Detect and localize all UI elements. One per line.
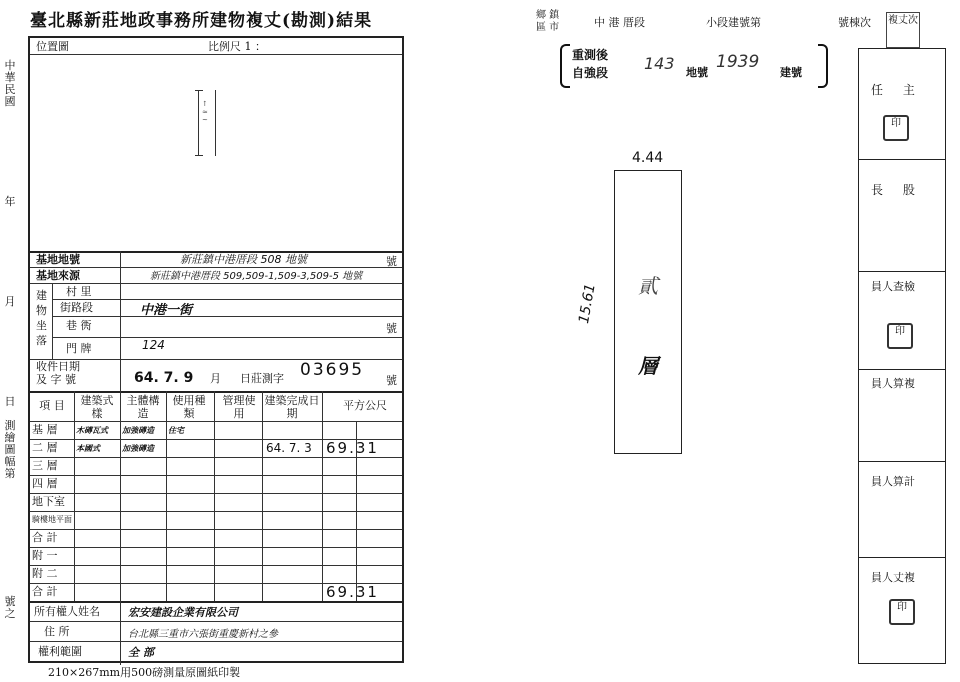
receipt-label-1: 收件日期	[36, 360, 80, 373]
table-cell-style: 木磚瓦式	[76, 425, 108, 435]
section-label: 中 港 厝段	[594, 16, 645, 29]
table-cell-area: 69.31	[326, 585, 379, 599]
label-resurvey: 員人丈複	[871, 571, 915, 584]
form-footer: 210×267mm用500磅測量原圖紙印製	[48, 666, 241, 679]
table-cell-item: 騎樓地平面	[32, 515, 72, 524]
table-cell-item: 地下室	[32, 495, 65, 508]
label-inspector: 員人查檢	[871, 280, 915, 293]
left-margin-sheet: 測 繪 圖 幅 第	[4, 419, 16, 480]
receipt-day-text: 日莊測字	[240, 372, 284, 385]
table-cell-style: 本國式	[76, 443, 100, 453]
remeasure-land-no: 143	[644, 54, 675, 73]
table-cell-item: 四 層	[32, 477, 58, 490]
table-cell-struct: 加強磚造	[122, 425, 154, 435]
street-value: 中港一街	[140, 303, 193, 318]
receipt-label-2: 及 字 號	[36, 373, 76, 386]
left-margin-number: 號 之	[4, 595, 16, 620]
left-margin-month: 月	[4, 295, 16, 308]
table-cell-date: 64. 7. 3	[266, 441, 312, 455]
street-label: 街路段	[60, 301, 93, 314]
address-label: 住 所	[44, 625, 70, 638]
dimension-top: 4.44	[632, 150, 664, 166]
left-margin-year: 年	[4, 195, 16, 208]
lane-label: 巷 衖	[66, 319, 92, 332]
base-land-no-value: 新莊鎮中港厝段 508 地號	[180, 253, 307, 266]
remeasure-bldg-no: 1939	[716, 52, 760, 72]
th-use: 使用種類	[172, 394, 206, 420]
remeasure-note	[560, 44, 840, 88]
base-land-source-label: 基地來源	[36, 269, 80, 282]
receipt-month: 月	[210, 372, 221, 385]
door-value: 124	[142, 338, 165, 352]
receipt-number-suffix: 號	[386, 374, 397, 387]
rights-label: 權利範圍	[38, 645, 82, 658]
survey-form	[28, 36, 404, 663]
th-mgmt: 管理使用	[222, 394, 256, 420]
base-land-no-label: 基地地號	[36, 253, 80, 266]
th-item: 項 目	[39, 399, 65, 412]
document-title: 臺北縣新莊地政事務所建物複丈(勘測)結果	[30, 11, 373, 31]
address-value: 台北縣三重市六張街重慶新村之參	[128, 629, 278, 640]
building-location-label: 建 物 坐 落	[36, 289, 47, 347]
remeasure-line2: 自強段	[572, 66, 609, 80]
remeasure-line1: 重測後	[572, 48, 609, 62]
owner-label: 所有權人姓名	[34, 605, 100, 618]
village-label: 村 里	[66, 285, 92, 298]
th-area: 平方公尺	[343, 399, 387, 412]
base-land-no-suffix: 號	[386, 255, 397, 268]
building-no-label: 小段建號第	[706, 16, 761, 29]
receipt-number: 03695	[300, 360, 365, 380]
table-cell-item: 附 一	[32, 549, 58, 562]
district-label: 區 市	[536, 22, 560, 33]
table-cell-item: 附 二	[32, 567, 58, 580]
floor-char-1: 貳	[638, 274, 658, 298]
table-cell-item: 基 層	[32, 423, 58, 436]
remeasure-bldg-word: 建號	[780, 66, 802, 79]
map-header-scale: 比例尺 1 ：	[208, 40, 266, 53]
unit-label: 號棟次	[838, 16, 871, 29]
door-label: 門 牌	[66, 342, 92, 355]
table-cell-item: 二 層	[32, 441, 58, 454]
table-row	[30, 511, 402, 530]
table-row	[30, 583, 402, 602]
table-row	[30, 493, 402, 512]
map-header-left: 位置圖	[36, 40, 69, 53]
chief-seal-icon: 印	[883, 115, 909, 141]
label-section-head: 長 股	[871, 183, 923, 197]
table-row	[30, 439, 402, 458]
table-row	[30, 565, 402, 584]
dimension-side: 15.61	[576, 282, 599, 325]
floor-char-2: 層	[638, 354, 658, 378]
table-row	[30, 421, 402, 440]
left-margin-text: 中 華 民 國	[4, 59, 16, 108]
table-cell-item: 三 層	[32, 459, 58, 472]
survey-count-stamp: 複丈次	[886, 12, 920, 48]
th-style: 建築式樣	[80, 394, 114, 420]
info-vline	[120, 251, 121, 391]
table-cell-use: 住宅	[168, 425, 184, 435]
resurvey-seal-icon: 印	[889, 599, 915, 625]
label-recheck: 員人算複	[871, 377, 915, 390]
township-label: 鄉 鎮	[536, 10, 560, 21]
location-map-sketch: ↑ ≈ ~	[198, 90, 216, 156]
th-struct: 主體構造	[126, 394, 160, 420]
map-header-line	[30, 54, 402, 55]
left-margin-day: 日	[4, 395, 16, 408]
owner-value: 宏安建設企業有限公司	[128, 606, 238, 619]
remeasure-land-word: 地號	[686, 66, 708, 79]
rights-value: 全 部	[128, 646, 154, 659]
th-date: 建築完成日期	[264, 394, 320, 420]
table-cell-struct: 加強磚造	[122, 443, 154, 453]
table-cell-area: 69.31	[326, 441, 379, 455]
label-chief: 任 主	[871, 83, 923, 97]
table-row	[30, 457, 402, 476]
table-cell-item: 合 計	[32, 531, 58, 544]
lane-suffix: 號	[386, 322, 397, 335]
table-row	[30, 529, 402, 548]
base-land-source-value: 新莊鎮中港厝段 509,509-1,509-3,509-5 地號	[150, 271, 363, 282]
label-calculator: 員人算計	[871, 475, 915, 488]
table-row	[30, 547, 402, 566]
table-cell-item: 合 計	[32, 585, 58, 598]
building-outline	[614, 170, 682, 454]
receipt-date: 64. 7. 9	[134, 370, 194, 386]
table-row	[30, 475, 402, 494]
approval-column	[858, 48, 946, 664]
inspector-seal-icon: 印	[887, 323, 913, 349]
